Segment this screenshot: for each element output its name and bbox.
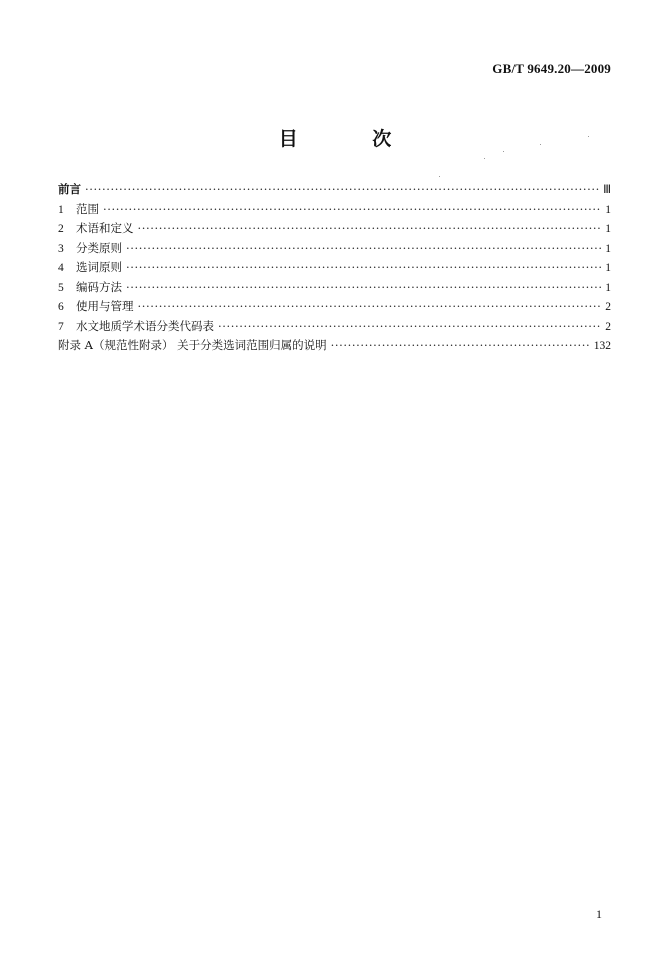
scan-speck	[588, 136, 589, 137]
toc-entry-text: 前言	[58, 182, 81, 196]
toc-entry-number: 3	[58, 242, 64, 255]
toc-leader-dots	[126, 258, 601, 278]
toc-entry-page: 1	[605, 203, 611, 216]
toc-entry-text: 使用与管理	[76, 299, 134, 313]
toc-entry-page: 2	[605, 320, 611, 333]
toc-entry-foreword[interactable]	[58, 180, 611, 200]
toc-entry-3[interactable]	[58, 239, 611, 259]
toc-leader-dots	[126, 239, 601, 259]
toc-entry-text: 编码方法	[76, 279, 122, 294]
toc-entry-6[interactable]	[58, 297, 611, 317]
toc-entry-text: 水文地质学术语分类代码表	[76, 318, 214, 333]
toc-leader-dots	[138, 219, 602, 239]
scan-speck	[439, 176, 440, 177]
toc-entry-page: 1	[605, 262, 611, 274]
toc-entry-page: 1	[605, 223, 611, 235]
toc-leader-dots	[85, 180, 599, 200]
toc-leader-dots	[138, 297, 602, 317]
toc-entry-text: 范围	[76, 201, 99, 216]
toc-entry-page: 2	[605, 301, 611, 313]
toc-leader-dots	[103, 200, 601, 220]
toc-entry-number: 1	[58, 203, 64, 216]
page-title: 目 次	[278, 128, 426, 150]
scan-speck	[484, 158, 485, 159]
toc-leader-dots	[218, 317, 601, 337]
toc-entry-number: 2	[58, 223, 64, 235]
toc-entry-text: 附录 A（规范性附录） 关于分类选词范围归属的说明	[58, 338, 327, 352]
toc-entry-1[interactable]	[58, 200, 611, 220]
table-of-contents	[58, 180, 611, 356]
toc-entry-text: 选词原则	[76, 260, 122, 274]
toc-entry-2[interactable]	[58, 219, 611, 239]
page-number: 1	[596, 907, 602, 921]
toc-entry-number: 4	[58, 262, 64, 274]
toc-entry-text: 分类原则	[76, 240, 122, 255]
toc-entry-number: 6	[58, 301, 64, 313]
toc-entry-annex-a[interactable]	[58, 336, 611, 356]
scan-speck	[503, 151, 504, 152]
toc-entry-4[interactable]	[58, 258, 611, 278]
toc-entry-text: 术语和定义	[76, 221, 134, 235]
toc-entry-page: 1	[605, 242, 611, 255]
toc-entry-page: 132	[593, 340, 611, 352]
scan-speck	[540, 144, 541, 145]
toc-entry-number: 7	[58, 320, 64, 333]
toc-leader-dots	[126, 278, 601, 298]
toc-entry-page: 1	[605, 281, 611, 294]
toc-entry-number: 5	[58, 281, 64, 294]
toc-entry-page: Ⅲ	[603, 184, 611, 196]
toc-entry-5[interactable]	[58, 278, 611, 298]
toc-leader-dots	[331, 336, 590, 356]
toc-entry-7[interactable]	[58, 317, 611, 337]
standard-code: GB/T 9649.20—2009	[492, 61, 611, 76]
